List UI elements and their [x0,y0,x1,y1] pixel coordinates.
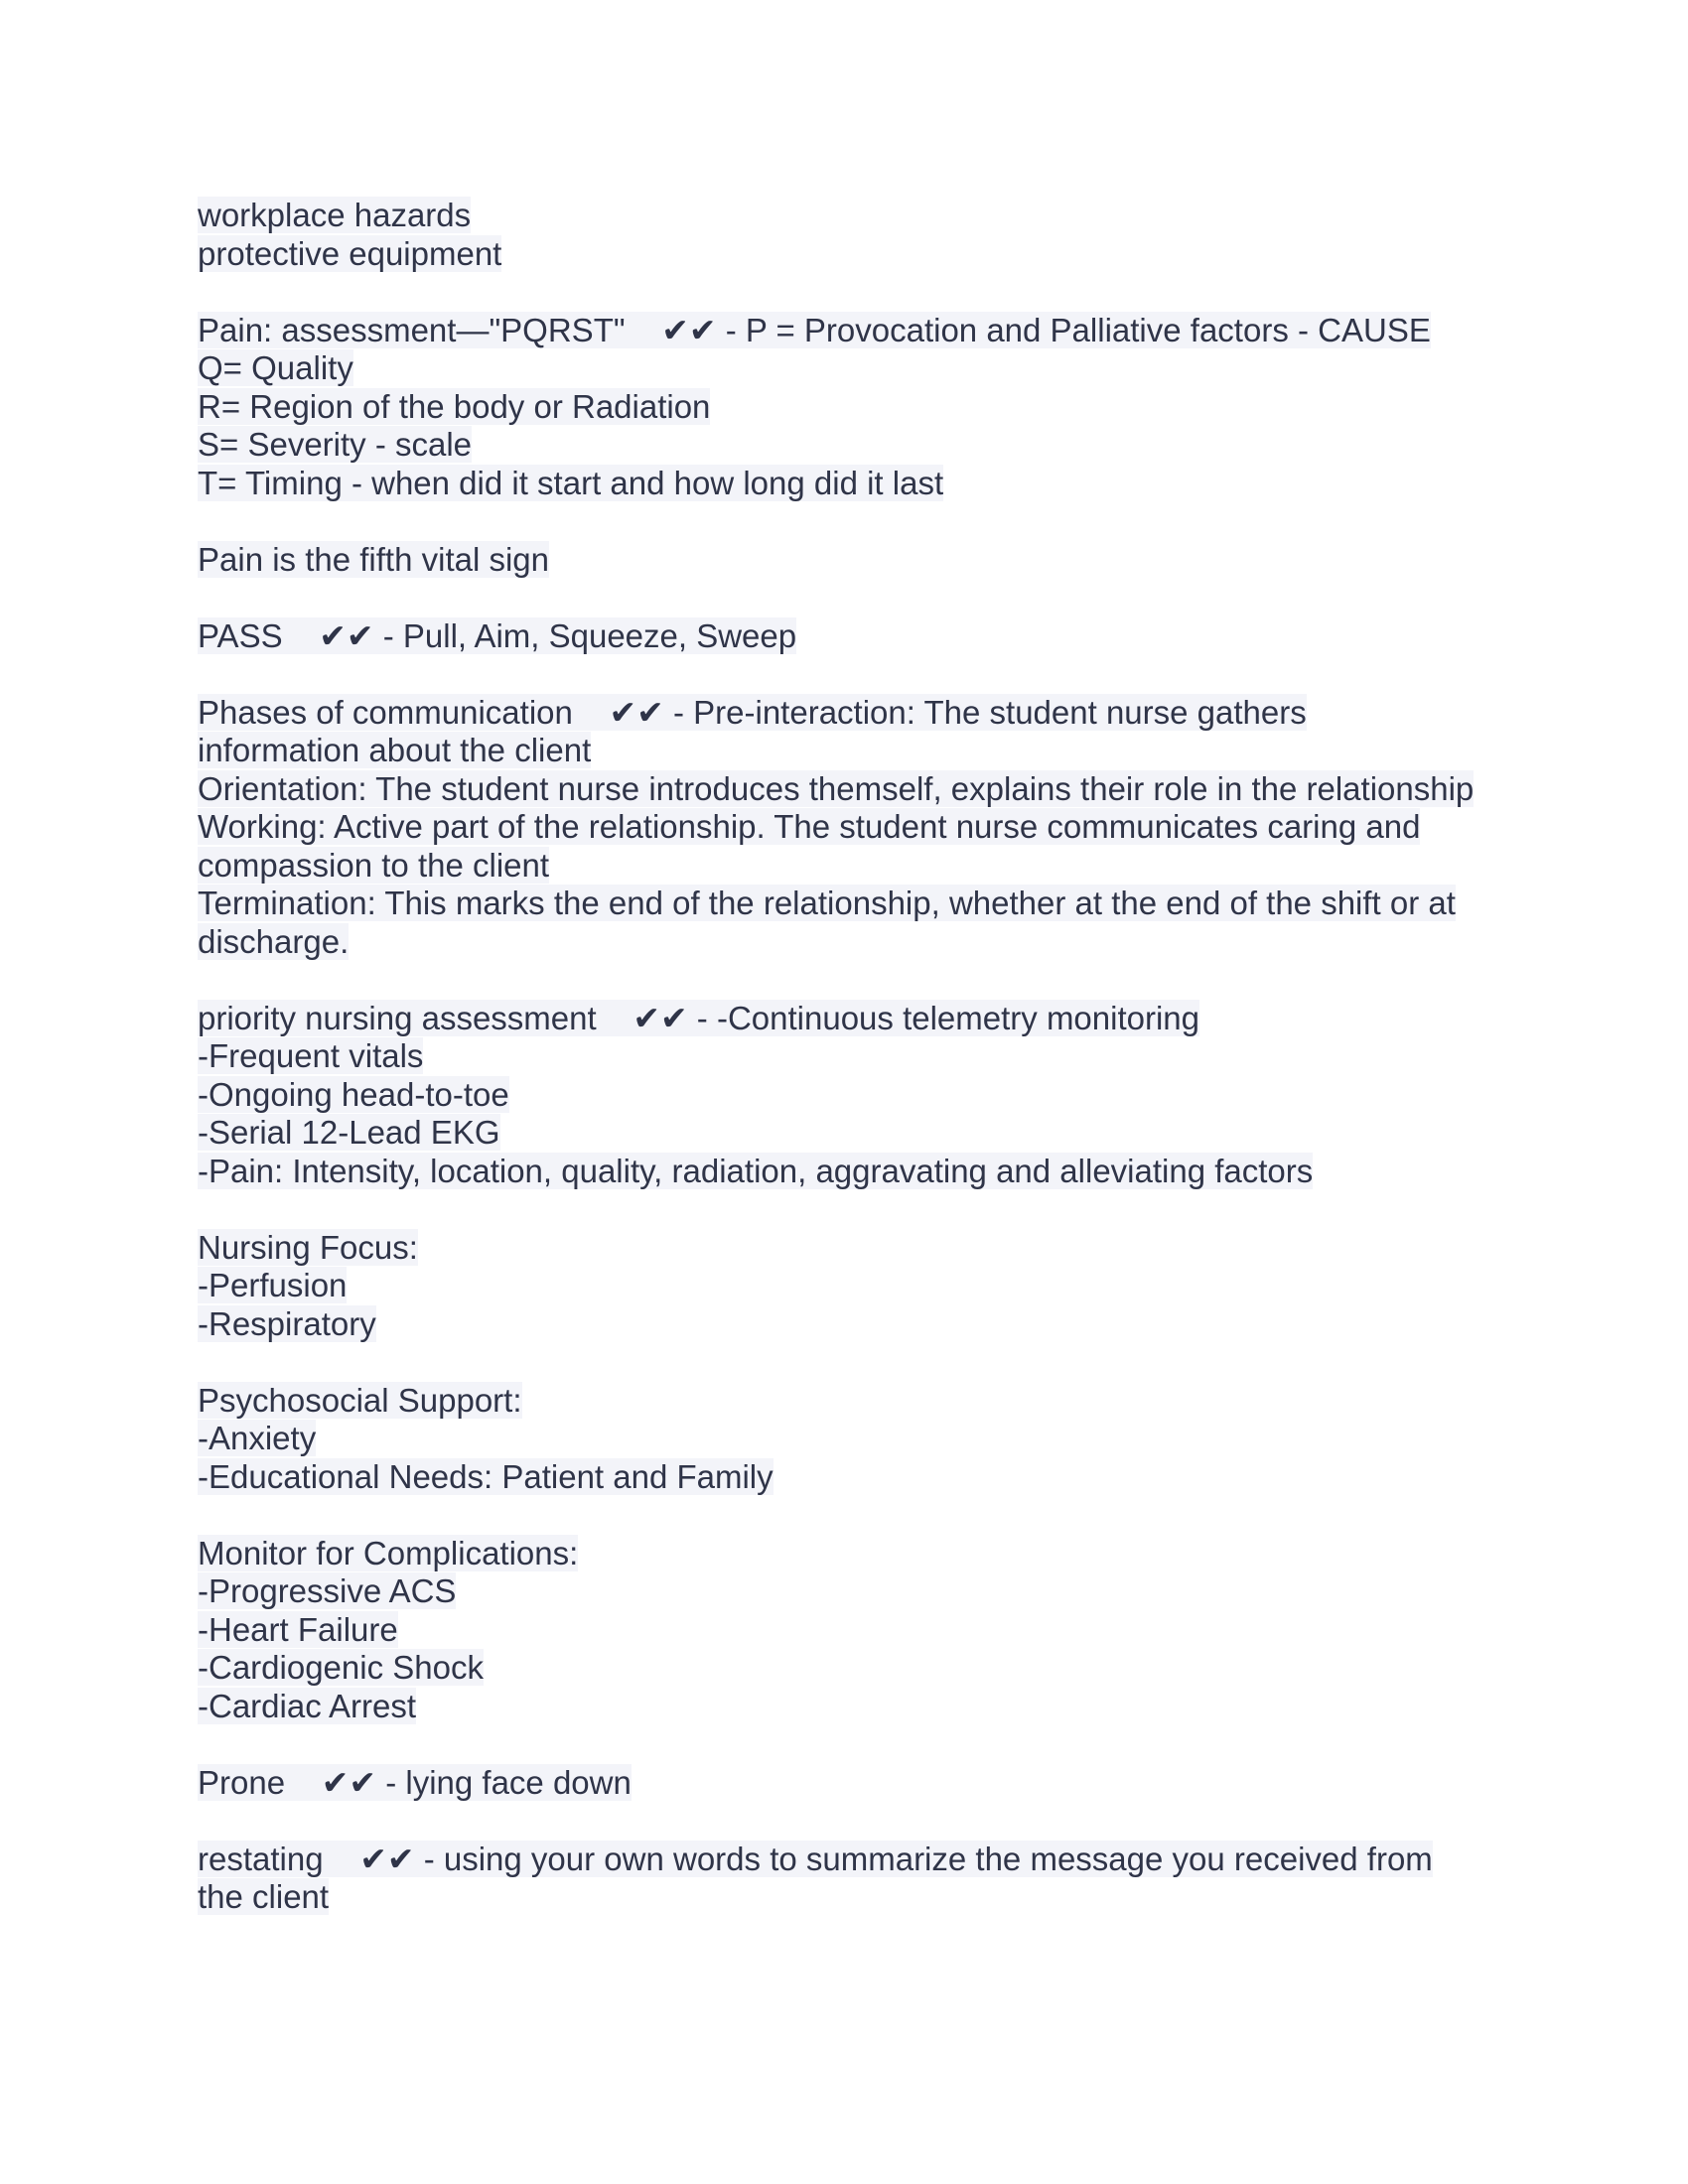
text-block [198,1535,1508,1726]
text-line [198,1114,1508,1153]
highlighted-text: Orientation: The student nurse introduces themself, explains their role in the relationship [198,769,1475,807]
text-line [198,1037,1508,1076]
text-line [198,694,1508,733]
highlighted-text: R= Region of the body or Radiation [198,387,711,425]
highlighted-text: workplace hazards [198,197,472,233]
text-line [198,312,1508,350]
text-block [198,312,1508,503]
text-line [198,465,1508,503]
text-block [198,1764,1508,1803]
highlighted-text: Pain: assessment—"PQRST" ✔✔ - P = Provocation and Palliative factors - CAUSE [198,311,1431,348]
highlighted-text: S= Severity - scale [198,426,473,463]
text-line [198,885,1508,923]
highlighted-text: Phases of communication ✔✔ - Pre-interaction: The student nurse gathers [198,693,1307,731]
text-line [198,847,1508,886]
text-line [198,1535,1508,1573]
paragraph-gap [198,961,1508,1000]
text-line [198,1878,1508,1917]
text-block [198,1000,1508,1191]
highlighted-text: -Heart Failure [198,1610,398,1648]
text-line [198,349,1508,388]
text-line [198,1572,1508,1611]
text-line [198,1305,1508,1344]
highlighted-text: PASS ✔✔ - Pull, Aim, Squeeze, Sweep [198,616,797,654]
highlighted-text: -Perfusion [198,1267,348,1303]
text-line [198,1000,1508,1038]
highlighted-text: -Ongoing head-to-toe [198,1075,509,1113]
text-line [198,808,1508,847]
highlighted-text: Pain is the fifth vital sign [198,540,550,578]
text-line [198,770,1508,809]
text-line [198,197,1508,235]
text-block [198,617,1508,656]
paragraph-gap [198,1343,1508,1382]
paragraph-gap [198,502,1508,541]
text-block [198,1841,1508,1917]
text-line [198,541,1508,580]
highlighted-text: restating ✔✔ - using your own words to summarize the message you received from [198,1840,1433,1877]
paragraph-gap [198,1725,1508,1764]
text-block [198,1382,1508,1497]
highlighted-text: Prone ✔✔ - lying face down [198,1763,632,1801]
highlighted-text: discharge. [198,922,350,960]
highlighted-text: -Respiratory [198,1304,376,1342]
text-line [198,1688,1508,1726]
highlighted-text: -Pain: Intensity, location, quality, radiation, aggravating and alleviating factors [198,1152,1314,1189]
highlighted-text: -Frequent vitals [198,1037,424,1074]
text-line [198,1764,1508,1803]
highlighted-text: T= Timing - when did it start and how long did it last [198,464,944,501]
highlighted-text: the client [198,1878,330,1915]
text-line [198,1649,1508,1688]
text-line [198,1153,1508,1191]
text-line [198,617,1508,656]
text-block [198,694,1508,962]
text-line [198,732,1508,770]
text-line [198,1611,1508,1650]
text-block [198,1229,1508,1344]
highlighted-text: -Progressive ACS [198,1572,457,1609]
highlighted-text: -Anxiety [198,1420,317,1456]
highlighted-text: priority nursing assessment ✔✔ - -Continuous telemetry monitoring [198,999,1200,1036]
paragraph-gap [198,655,1508,694]
text-line [198,235,1508,274]
highlighted-text: -Cardiogenic Shock [198,1649,484,1686]
highlighted-text: information about the client [198,732,592,768]
text-line [198,1841,1508,1879]
highlighted-text: Termination: This marks the end of the relationship, whether at the end of the shift or at [198,885,1456,921]
highlighted-text: Monitor for Complications: [198,1534,579,1571]
text-line [198,1229,1508,1268]
text-line [198,1458,1508,1497]
highlighted-text: protective equipment [198,234,502,272]
text-line [198,1420,1508,1458]
paragraph-gap [198,1190,1508,1229]
text-block [198,197,1508,273]
highlighted-text: Q= Quality [198,349,353,386]
highlighted-text: -Serial 12-Lead EKG [198,1114,500,1151]
text-line [198,426,1508,465]
text-line [198,1267,1508,1305]
paragraph-gap [198,1496,1508,1535]
highlighted-text: compassion to the client [198,846,550,884]
paragraph-gap [198,273,1508,312]
highlighted-text: Working: Active part of the relationship. The student nurse communicates caring and [198,808,1421,845]
text-line [198,923,1508,962]
paragraph-gap [198,579,1508,617]
highlighted-text: Nursing Focus: [198,1228,418,1266]
text-block [198,541,1508,580]
highlighted-text: Psychosocial Support: [198,1381,522,1419]
paragraph-gap [198,1802,1508,1841]
text-line [198,388,1508,427]
document-page [198,197,1508,1917]
highlighted-text: -Educational Needs: Patient and Family [198,1457,774,1495]
text-line [198,1382,1508,1421]
highlighted-text: -Cardiac Arrest [198,1687,417,1724]
text-line [198,1076,1508,1115]
